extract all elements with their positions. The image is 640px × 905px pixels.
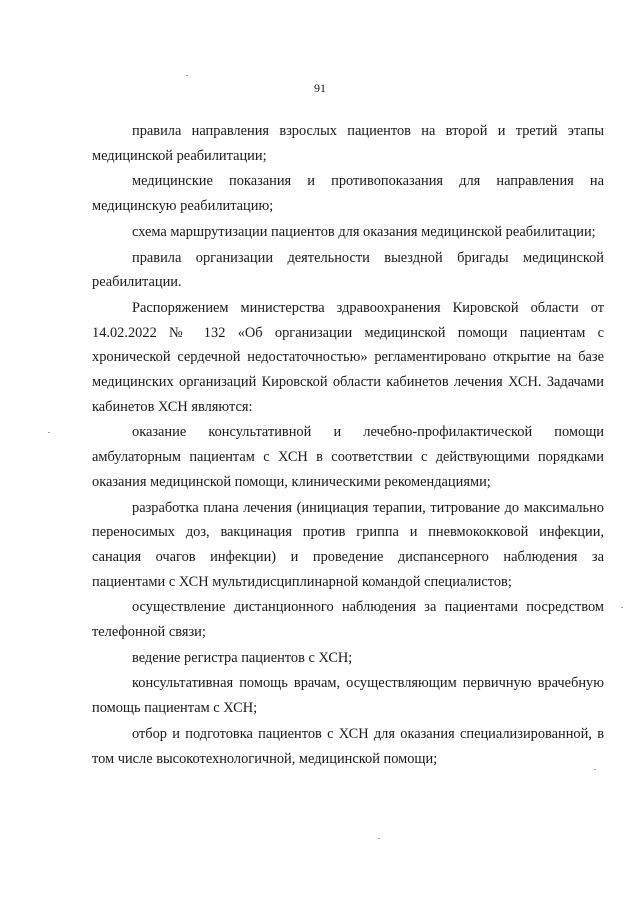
paragraph-consultative-care: оказание консультативной и лечебно-профилактической помощи амбулаторным пациентам с ХСН в соответствии с действующими порядками оказания медицинской помощи, клиническими рекомендациями; <box>92 424 604 490</box>
paragraph-specialized-care-selection: отбор и подготовка пациентов с ХСН для оказания специализированной, в том числе высокотехнологичной, медицинской помощи; <box>92 725 604 767</box>
paragraph-routing-scheme: схема маршрутизации пациентов для оказания медицинской реабилитации; <box>132 223 596 240</box>
paragraph-ministry-order: Распоряжением министерства здравоохранения Кировской области от 14.02.2022 № 132 «Об организации медицинской помощи пациентам с хронической сердечной недостаточностью» регламентировано открытие на базе медицинских организаций Кировской области кабинетов лечения ХСН. Задачами кабинетов ХСН являются: <box>92 299 604 415</box>
paragraph-rehab-indications: медицинские показания и противопоказания для направления на медицинскую реабилитацию; <box>92 173 604 215</box>
scan-speck <box>621 607 623 608</box>
paragraph-rehab-referral-rules: правила направления взрослых пациентов на второй и третий этапы медицинской реабилитации; <box>92 123 604 164</box>
scan-speck <box>186 75 188 76</box>
paragraph-remote-monitoring: осуществление дистанционного наблюдения за пациентами посредством телефонной связи; <box>92 599 604 641</box>
paragraph-physician-consulting: консультативная помощь врачам, осуществляющим первичную врачебную помощь пациентам с ХСН; <box>92 675 604 717</box>
document-body <box>92 119 604 772</box>
page-number: 91 <box>314 81 326 95</box>
scan-speck <box>594 769 596 770</box>
paragraph-patient-registry: ведение регистра пациентов с ХСН; <box>132 649 353 666</box>
scan-speck <box>378 838 380 839</box>
paragraph-mobile-team-rules: правила организации деятельности выездной бригады медицинской реабилитации. <box>92 249 604 291</box>
scan-speck <box>48 432 50 433</box>
paragraph-treatment-plan: разработка плана лечения (инициация терапии, титрование до максимально переносимых доз, вакцинация против гриппа и пневмококковой инфекции, санация очагов инфекции) и проведение диспансерного наблюдения за пациентами с ХСН мультидисциплинарной командой специалистов; <box>92 499 604 590</box>
